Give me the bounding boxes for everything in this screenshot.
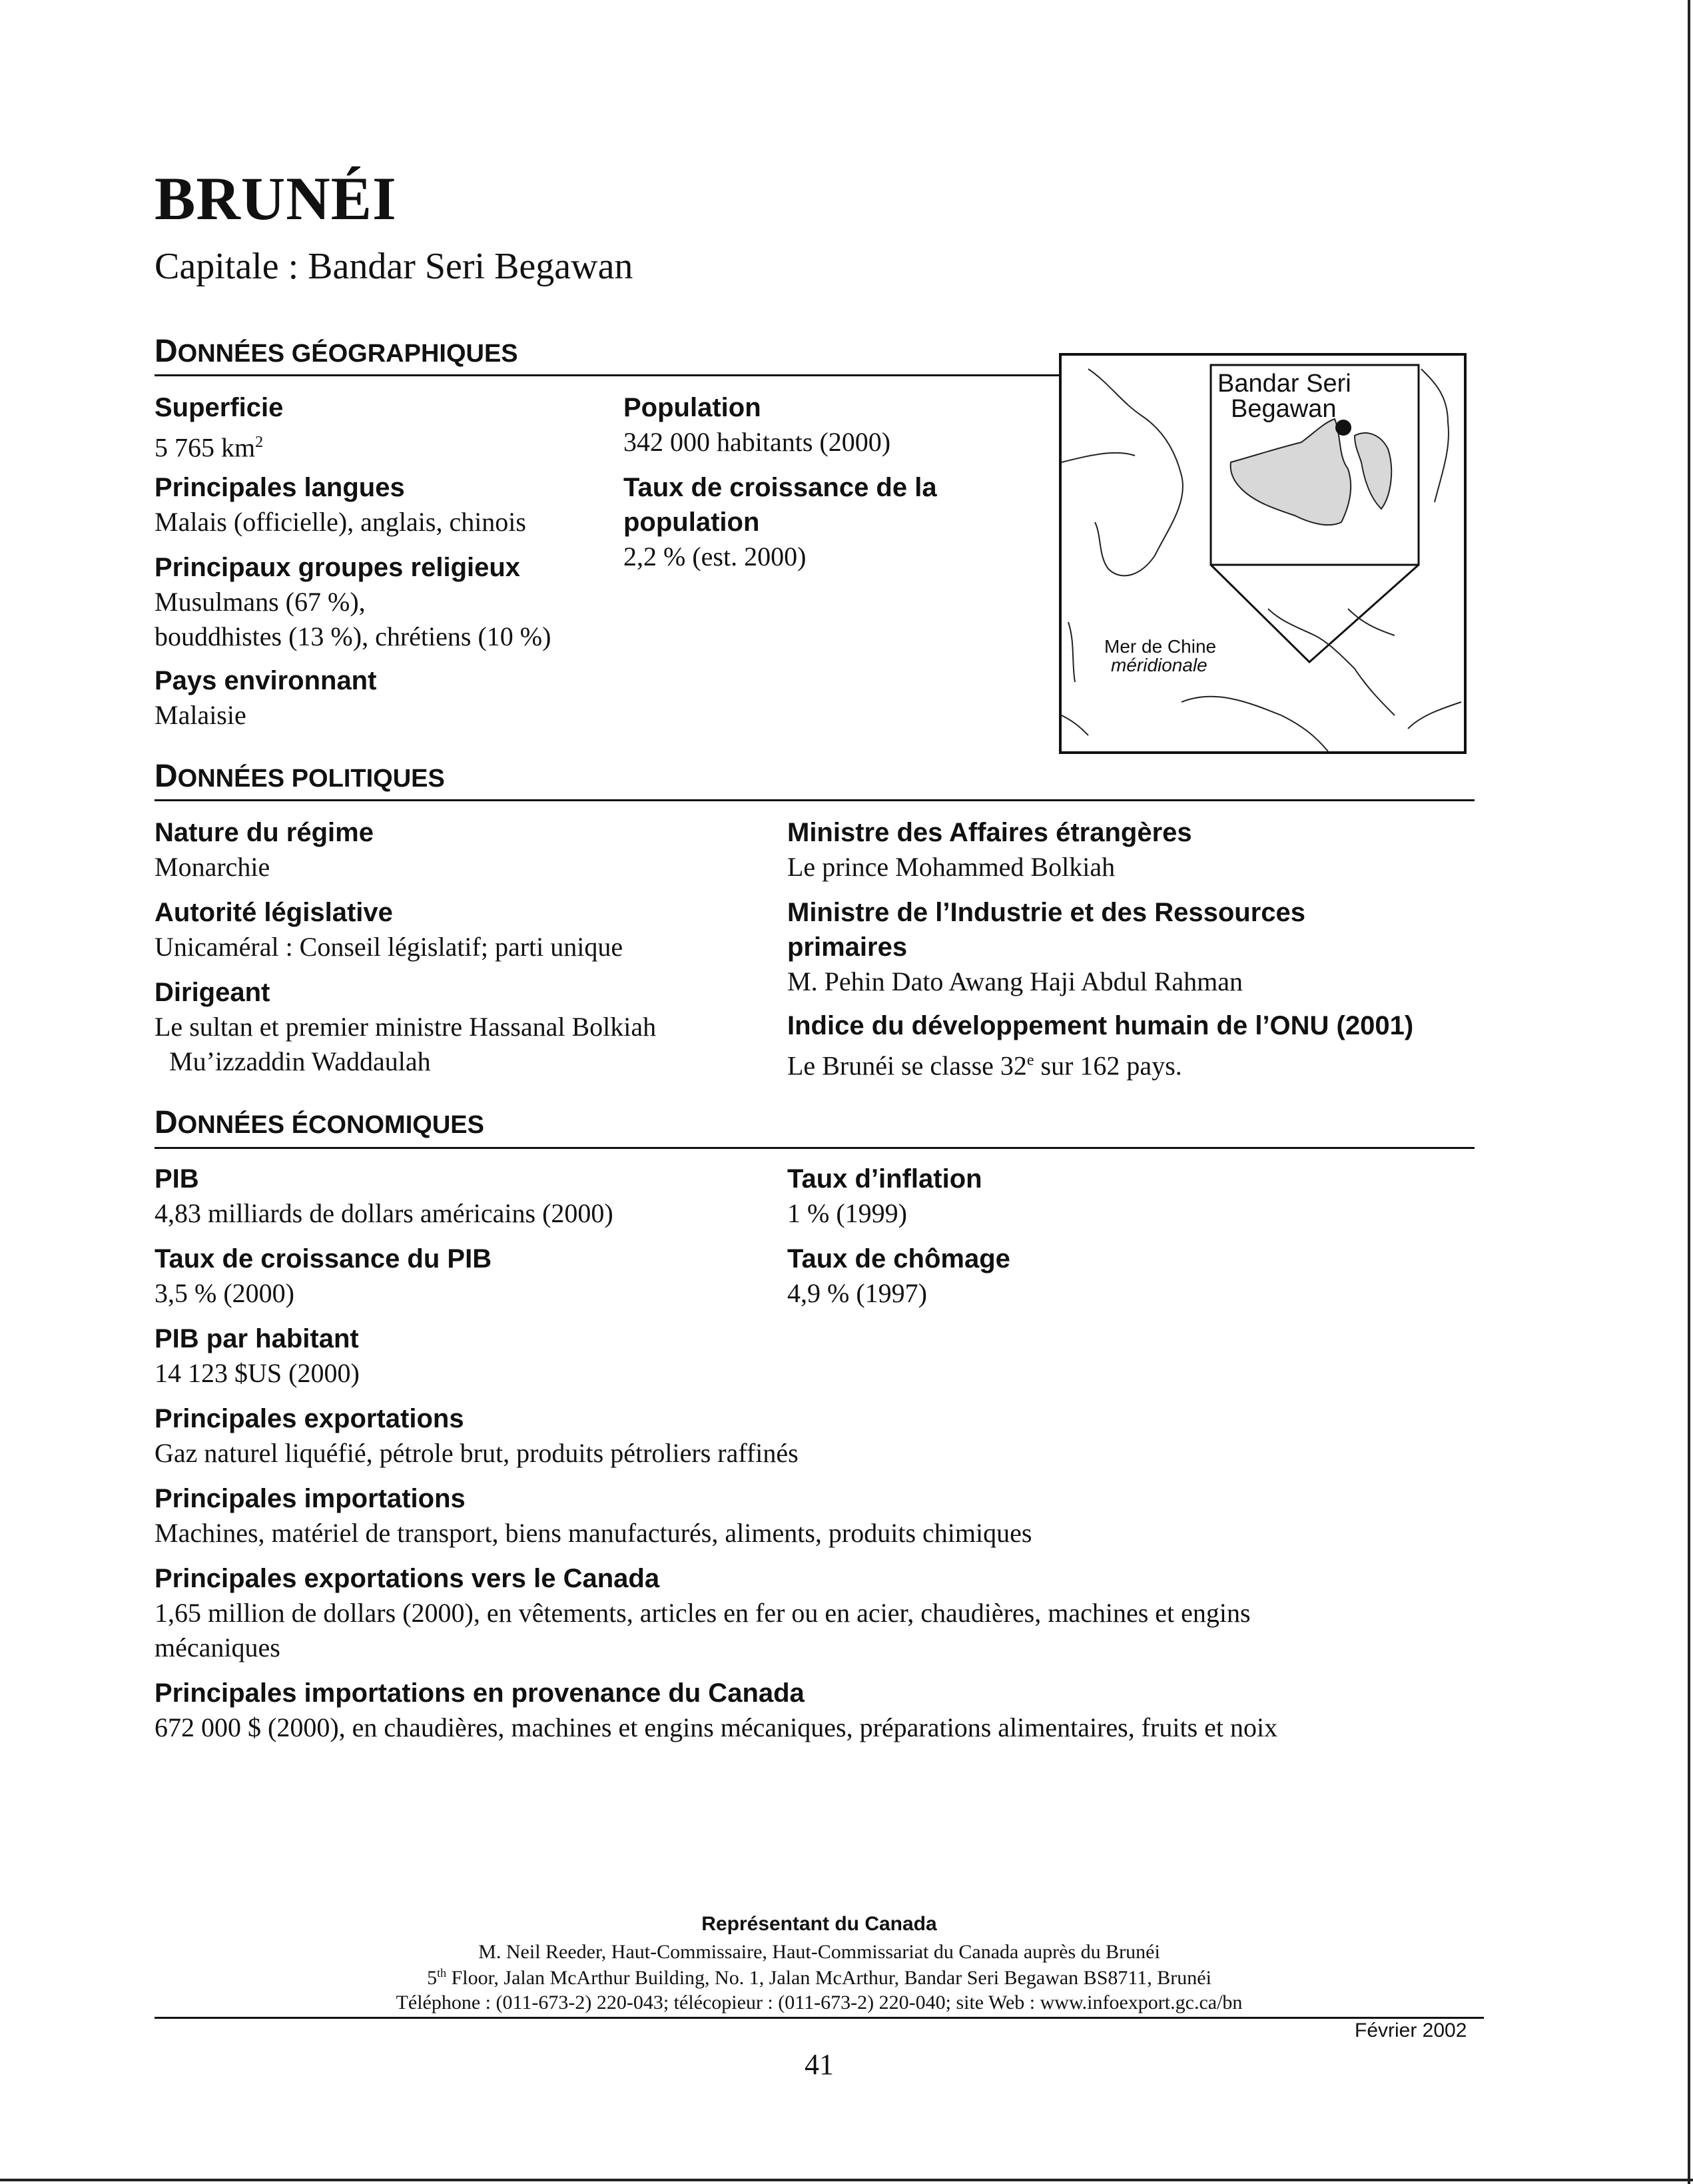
footer-rule [155,2017,1484,2019]
footer-rep-line3: Téléphone : (011-673-2) 220-043; télécopieur : (011-673-2) 220-040; site Web : www.infoexport.gc.ca/bn [396,1992,1243,2013]
label-inflation: Taux d’inflation [787,1164,982,1194]
value-pib-habitant: 14 123 $US (2000) [155,1358,360,1388]
map-capital-marker [1335,420,1351,436]
value-autorite: Unicaméral : Conseil législatif; parti unique [155,932,623,962]
field-dirigeant [155,975,656,1079]
page-number: 41 [805,2048,834,2081]
field-langues [155,470,526,540]
label-pib-habitant: PIB par habitant [155,1324,359,1353]
value-religions-line1: Musulmans (67 %), [155,587,366,617]
value-idh-post: sur 162 pays. [1034,1050,1182,1081]
map-brunei-territory [1231,419,1351,525]
value-idh-pre: Le Brunéi se classe 32 [787,1050,1027,1081]
field-exportations [155,1401,799,1471]
label-import-canada: Principales importations en provenance du Canada [155,1678,805,1708]
label-idh: Indice du développement humain de l’ONU (2001) [787,1011,1414,1040]
heading-initial: D [155,759,178,794]
value-dirigeant-line1: Le sultan et premier ministre Hassanal Bolkiah [155,1012,657,1042]
footer-rep-title: Représentant du Canada [701,1913,937,1935]
label-industrie-line1: Ministre de l’Industrie et des Ressources [787,898,1306,927]
capital-subtitle: Capitale : Bandar Seri Begawan [155,246,633,287]
label-superficie: Superficie [155,393,284,422]
field-regime [155,815,374,885]
section-heading-pol [155,761,445,793]
page-border-right [1688,0,1690,2184]
label-langues: Principales langues [155,473,405,502]
value-idh [787,1043,1413,1083]
label-population: Population [623,393,761,422]
field-chomage [787,1242,1010,1311]
map-coastline-east [1348,609,1461,729]
label-pib: PIB [155,1164,199,1194]
map-coastline-borneo [1182,609,1395,751]
map-coastline-peninsula [1062,453,1135,462]
field-industrie [787,895,1305,999]
value-chomage: 4,9 % (1997) [787,1278,927,1308]
section-rule-geo [155,374,1060,376]
map-label-sea-line2: méridionale [1111,655,1207,675]
label-chomage: Taux de chômage [787,1244,1010,1274]
value-exportations: Gaz naturel liquéfié, pétrole brut, produits pétroliers raffinés [155,1438,799,1468]
value-pays: Malaisie [155,700,246,730]
value-export-canada-line1: 1,65 million de dollars (2000), en vêtements, articles en fer ou en acier, chaudières, machines et engins [155,1598,1251,1628]
map-brunei-temburong [1355,433,1391,509]
field-croissance-pib [155,1242,492,1311]
label-dirigeant: Dirigeant [155,978,270,1007]
value-croissance-pib: 3,5 % (2000) [155,1278,294,1308]
map-label-sea-line1: Mer de Chine [1104,636,1217,657]
heading-rest: ONNÉES GÉOGRAPHIQUES [177,340,518,368]
heading-initial: D [155,1105,178,1140]
label-exportations: Principales exportations [155,1404,464,1433]
field-export-canada [155,1561,1251,1665]
heading-initial: D [155,334,178,369]
field-autorite [155,895,623,964]
field-inflation [787,1162,982,1231]
brunei-map [1062,356,1464,751]
field-population [623,390,890,460]
value-export-canada-line2: mécaniques [155,1633,280,1662]
value-langues: Malais (officielle), anglais, chinois [155,507,526,537]
footer-rep-line2-post: Floor, Jalan McArthur Building, No. 1, Jalan McArthur, Bandar Seri Begawan BS8711, Brunéi [446,1967,1211,1989]
value-affaires-etrangeres: Le prince Mohammed Bolkiah [787,852,1116,882]
label-autorite: Autorité législative [155,898,393,927]
footer-rep-line2-pre: 5 [427,1967,438,1989]
field-idh [787,1008,1413,1083]
value-superficie [155,425,283,465]
heading-rest: ONNÉES POLITIQUES [177,765,445,793]
field-import-canada [155,1676,1277,1745]
footer-rep-line1: M. Neil Reeder, Haut-Commissaire, Haut-Commissariat du Canada auprès du Brunéi [478,1941,1160,1963]
label-religions: Principaux groupes religieux [155,553,521,582]
value-pib: 4,83 milliards de dollars américains (2000) [155,1198,613,1228]
section-heading-eco [155,1107,484,1139]
section-rule-pol [155,799,1475,801]
value-importations: Machines, matériel de transport, biens manufacturés, aliments, produits chimiques [155,1518,1032,1548]
label-importations: Principales importations [155,1484,466,1513]
label-industrie-line2: primaires [787,932,908,962]
page-border-bottom [0,2179,1693,2181]
map-label-city-line1: Bandar Seri [1217,370,1351,398]
map-inset-pointer [1211,565,1419,662]
field-superficie [155,390,283,465]
field-croissance-pop [623,470,937,574]
value-inflation: 1 % (1999) [787,1198,907,1228]
value-superficie-sup: 2 [255,434,264,451]
value-population: 342 000 habitants (2000) [623,427,891,457]
heading-rest: ONNÉES ÉCONOMIQUES [177,1111,484,1139]
map-coastline-northeast [1421,369,1449,502]
value-dirigeant-line2: Mu’izzaddin Waddaulah [169,1046,431,1076]
field-pib-habitant [155,1321,360,1391]
value-regime: Monarchie [155,852,270,882]
footer-date: Février 2002 [1355,2019,1467,2041]
label-croissance-pop-line1: Taux de croissance de la [623,473,937,502]
field-importations [155,1481,1032,1551]
value-idh-sup: e [1026,1052,1034,1069]
section-heading-geo [155,336,518,368]
map-label-city-line2: Begawan [1231,395,1337,423]
value-industrie: M. Pehin Dato Awang Haji Abdul Rahman [787,966,1243,996]
label-pays: Pays environnant [155,666,377,695]
field-pib [155,1162,613,1231]
label-croissance-pop-line2: population [623,508,760,537]
value-religions-line2: bouddhistes (13 %), chrétiens (10 %) [155,621,551,651]
value-superficie-text: 5 765 km [155,432,256,463]
value-import-canada: 672 000 $ (2000), en chaudières, machines et engins mécaniques, préparations alimentaires, fruits et noix [155,1712,1278,1742]
map-figure [1059,353,1467,754]
field-pays [155,663,376,733]
label-export-canada: Principales exportations vers le Canada [155,1564,660,1593]
section-rule-eco [155,1147,1475,1149]
label-regime: Nature du régime [155,818,374,847]
footer-rep-line2 [0,1966,1638,1990]
label-affaires-etrangeres: Ministre des Affaires étrangères [787,818,1192,847]
footer-rep-line2-sup: th [437,1966,447,1980]
page-title: BRUNÉI [155,165,397,232]
value-croissance-pop: 2,2 % (est. 2000) [623,542,807,571]
label-croissance-pib: Taux de croissance du PIB [155,1244,492,1274]
field-religions [155,550,551,654]
map-coastline-west [1088,369,1183,575]
map-coastline-southwest [1062,622,1088,735]
field-affaires-etrangeres [787,815,1192,885]
